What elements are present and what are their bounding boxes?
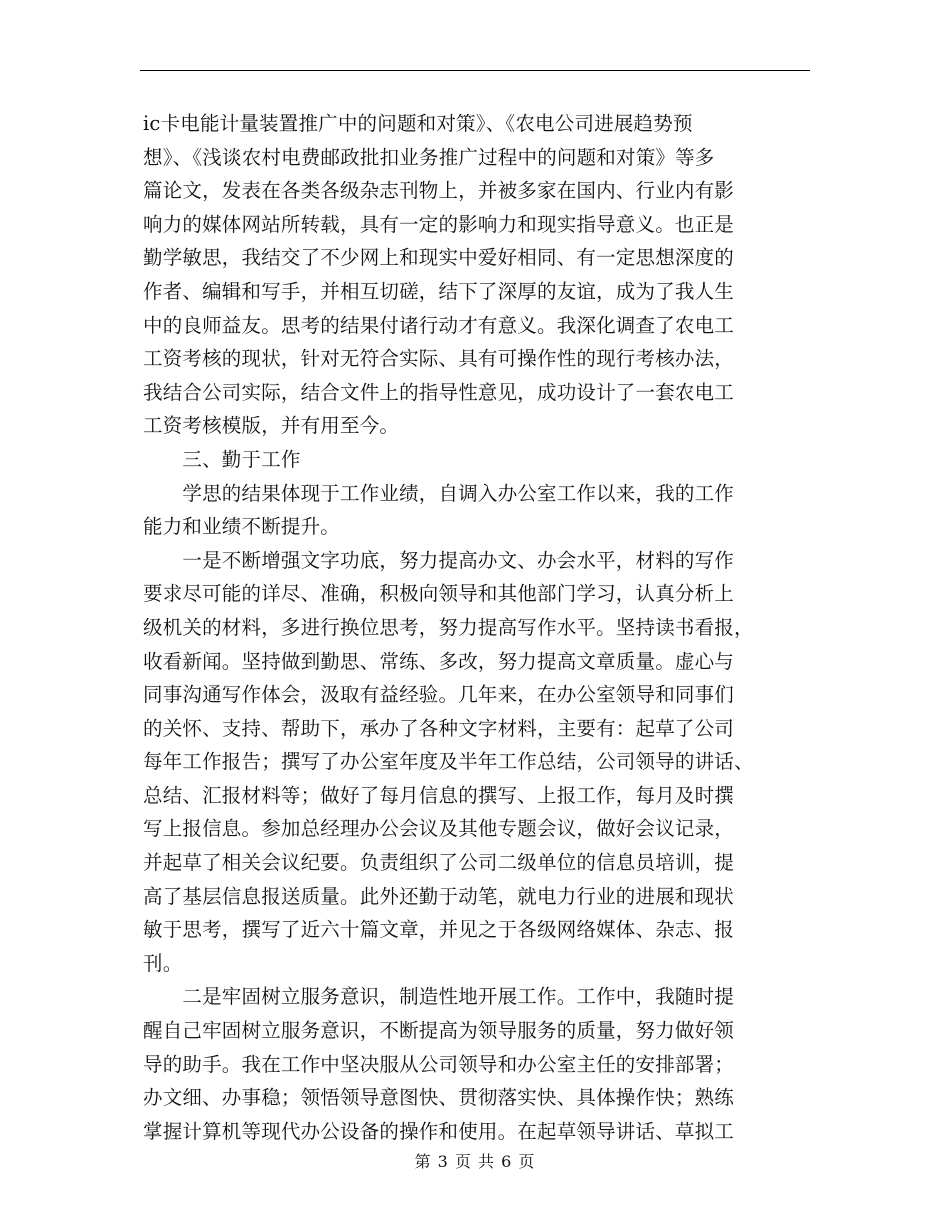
text-line: 想》、《浅谈农村电费邮政批扣业务推广过程中的问题和对策》等多	[143, 145, 715, 169]
document-body	[143, 107, 811, 1148]
text-line: 中的良师益友。思考的结果付诸行动才有意义。我深化调查了农电工	[143, 313, 735, 337]
text-line: ic卡电能计量装置推广中的问题和对策》、《农电公司进展趋势预	[143, 112, 693, 135]
text-line: 每年工作报告；撰写了办公室年度及半年工作总结，公司领导的讲话、	[143, 750, 754, 774]
text-line: 导的助手。我在工作中坚决服从公司领导和办公室主任的安排部署；	[143, 1052, 735, 1076]
text-line: 并起草了相关会议纪要。负责组织了公司二级单位的信息员培训，提	[143, 851, 735, 875]
text-line: 工资考核模版，并有用至今。	[143, 414, 400, 438]
text-line: 高了基层信息报送质量。此外还勤于动笔，就电力行业的进展和现状	[143, 884, 735, 908]
text-line: 二是牢固树立服务意识，制造性地开展工作。工作中，我随时提	[143, 985, 735, 1009]
text-line: 掌握计算机等现代办公设备的操作和使用。在起草领导讲话、草拟工	[143, 1119, 735, 1143]
text-line: 刊。	[143, 951, 183, 975]
text-line: 总结、汇报材料等；做好了每月信息的撰写、上报工作，每月及时撰	[143, 783, 735, 807]
text-line: 醒自己牢固树立服务意识，不断提高为领导服务的质量，努力做好领	[143, 1019, 735, 1043]
text-line: 要求尽可能的详尽、准确，积极向领导和其他部门学习，认真分析上	[143, 582, 735, 606]
header-rule	[140, 70, 810, 71]
text-line: 同事沟通写作体会，汲取有益经验。几年来，在办公室领导和同事们	[143, 683, 735, 707]
text-line: 收看新闻。坚持做到勤思、常练、多改，努力提高文章质量。虚心与	[143, 649, 735, 673]
text-line: 作者、编辑和写手，并相互切磋，结下了深厚的友谊，成为了我人生	[143, 279, 735, 303]
text-line: 响力的媒体网站所转载，具有一定的影响力和现实指导意义。也正是	[143, 212, 735, 236]
text-line: 一是不断增强文字功底，努力提高办文、办会水平，材料的写作	[143, 548, 735, 572]
text-line: 敏于思考，撰写了近六十篇文章，并见之于各级网络媒体、杂志、报	[143, 918, 735, 942]
text-line: 的关怀、支持、帮助下，承办了各种文字材料，主要有：起草了公司	[143, 716, 735, 740]
text-line: 工资考核的现状，针对无符合实际、具有可操作性的现行考核办法，	[143, 347, 735, 371]
text-line: 勤学敏思，我结交了不少网上和现实中爱好相同、有一定思想深度的	[143, 246, 735, 270]
text-line: 我结合公司实际，结合文件上的指导性意见，成功设计了一套农电工	[143, 380, 735, 404]
text-line: 能力和业绩不断提升。	[143, 515, 341, 539]
text-line: 级机关的材料，多进行换位思考，努力提高写作水平。坚持读书看报，	[143, 615, 754, 639]
page-number-footer: 第 3 页 共 6 页	[414, 1152, 536, 1171]
text-line: 学思的结果体现于工作业绩，自调入办公室工作以来，我的工作	[143, 481, 735, 505]
text-line: 篇论文，发表在各类各级杂志刊物上，并被多家在国内、行业内有影	[143, 179, 735, 203]
text-line: 三、勤于工作	[143, 447, 301, 471]
text-line: 写上报信息。参加总经理办公会议及其他专题会议，做好会议记录，	[143, 817, 735, 841]
text-line: 办文细、办事稳；领悟领导意图快、贯彻落实快、具体操作快；熟练	[143, 1086, 735, 1110]
